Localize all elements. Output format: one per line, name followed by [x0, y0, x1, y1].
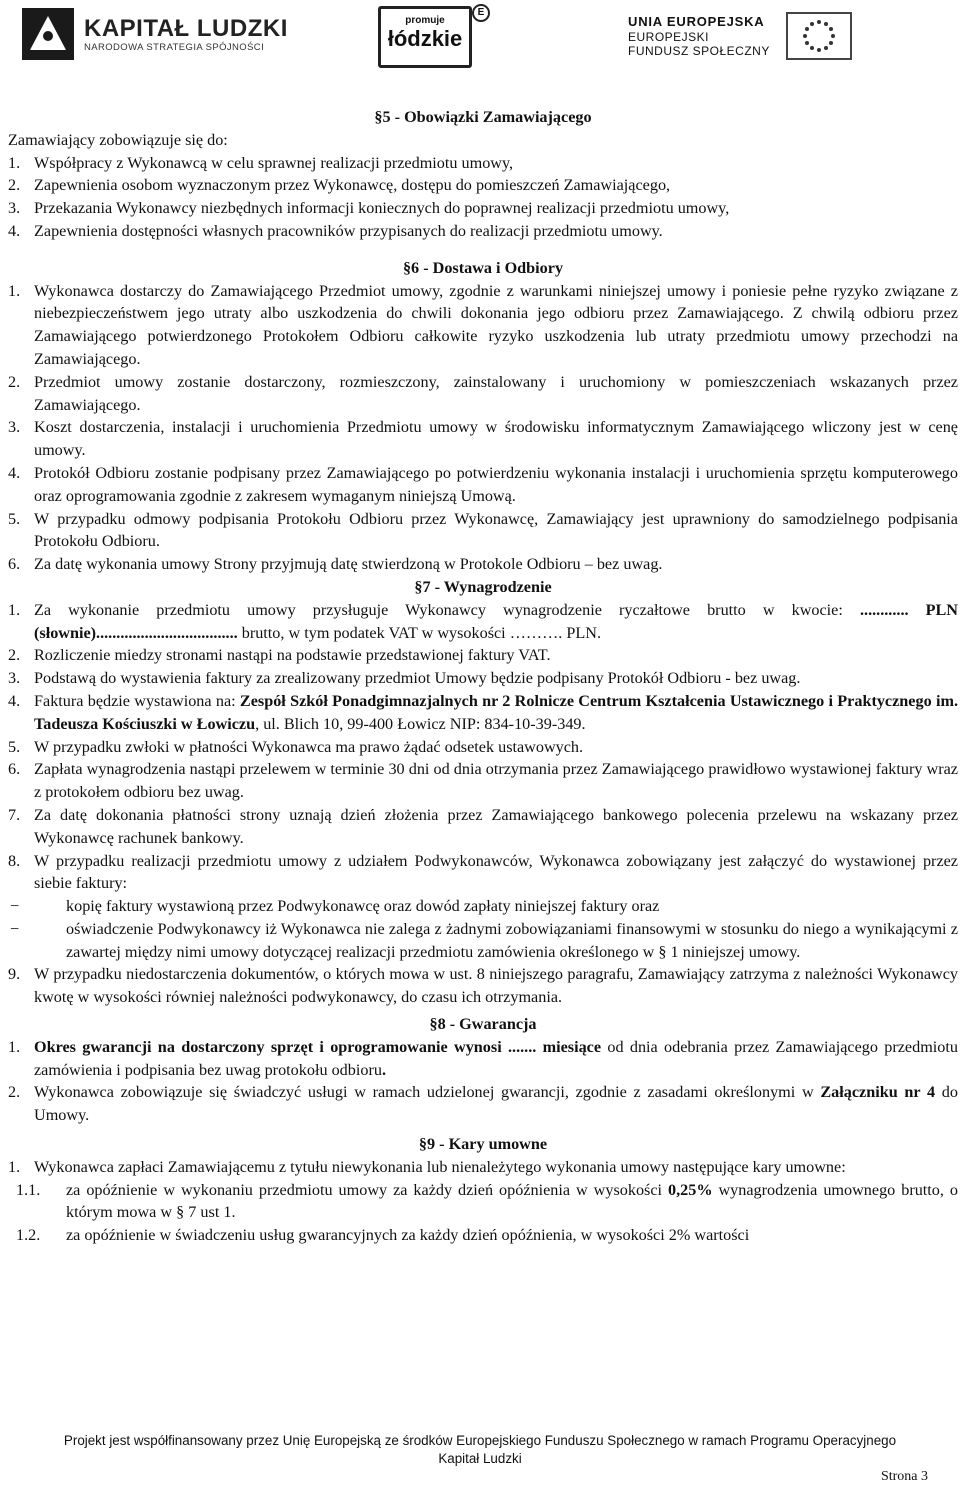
- list-item: 3. Przekazania Wykonawcy niezbędnych informacji koniecznych do poprawnej realizacji przedmiotu umowy,: [8, 199, 730, 218]
- dash-item: − kopię faktury wystawioną przez Podwykonawcę oraz dowód zapłaty niniejszej faktury oraz: [10, 897, 660, 916]
- list-item: 1. Wykonawca dostarczy do Zamawiającego Przedmiot umowy, zgodnie z warunkami niniejszej umowy i poniesie pełne ryzyko związane z niebezpieczeństwem jego utraty albo uszkodzenia do chwili dokonania jego odbioru przez Zamawiającego. Z chwilą odbioru przez Zamawiającego potwierdzonego Protokołem Odbioru całkowite ryzyko uszkodzenia lub utraty przedmiotu umowy przechodzi na Zamawiającego.: [8, 281, 958, 368]
- eu-line3: FUNDUSZ SPOŁECZNY: [628, 44, 770, 58]
- section-heading-5: §5 - Obowiązki Zamawiającego: [374, 108, 592, 126]
- page-number: Strona 3: [880, 1469, 928, 1484]
- sub-list-item: 1.1. za opóźnienie w wykonaniu przedmiotu umowy za każdy dzień opóźnienia w wysokości 0,25% wynagrodzenia umownego brutto, o którym mowa w § 7 ust 1.: [16, 1180, 958, 1222]
- invoice-recipient: Zespół Szkół Ponadgimnazjalnych nr 2 Rolnicze Centrum Kształcenia Ustawicznego i Praktycznego im. Tadeusza Kościuszki w Łowiczu: [34, 691, 958, 733]
- list-item: 2. Wykonawca zobowiązuje się świadczyć usługi w ramach udzielonej gwarancji, zgodnie z zasadami określonymi w Załączniku nr 4 do Umowy.: [8, 1083, 958, 1125]
- list-item: 4. Faktura będzie wystawiona na: Zespół Szkół Ponadgimnazjalnych nr 2 Rolnicze Centrum Kształcenia Ustawicznego i Praktycznego im. Tadeusza Kościuszki w Łowiczu, ul. Blich 10, 99-400 Łowicz NIP: 834-10-39-349.: [8, 691, 958, 733]
- header-logos: [0, 0, 960, 80]
- eu-logo: [628, 12, 852, 60]
- list-item: 2. Przedmiot umowy zostanie dostarczony, rozmieszczony, zainstalowany i uruchomiony w pomieszczeniach wskazanych przez Zamawiającego.: [8, 372, 958, 414]
- kapital-ludzki-emblem-icon: [20, 6, 76, 62]
- promuje-text: promuje: [405, 15, 445, 26]
- promuje-lodzkie-logo: [378, 6, 472, 68]
- eu-line1: UNIA EUROPEJSKA: [628, 14, 765, 29]
- dash-item: − oświadczenie Podwykonawcy iż Wykonawca nie zalega z żadnymi zobowiązaniami finansowymi w stosunku do niego a wynikającymi z zawartej między nimi umowy dotyczącej realizacji przedmiotu zamówienia określonego w § 1 niniejszej umowy.: [10, 919, 958, 961]
- section-heading-6: §6 - Dostawa i Odbiory: [402, 258, 564, 277]
- list-item: 1. Wykonawca zapłaci Zamawiającemu z tytułu niewykonania lub nienależytego wykonania umowy następujące kary umowne:: [8, 1157, 846, 1176]
- s5-intro: Zamawiający zobowiązuje się do:: [8, 130, 228, 149]
- list-item: 6. Zapłata wynagrodzenia nastąpi przelewem w terminie 30 dni od dnia otrzymania przez Zamawiającego prawidłowo wystawionej faktury wraz z protokołem odbioru bez uwag.: [8, 760, 958, 802]
- list-item: 5. W przypadku odmowy podpisania Protokołu Odbioru przez Wykonawcę, Zamawiający jest uprawniony do samodzielnego podpisania Protokołu Odbioru.: [8, 509, 958, 551]
- list-item: 5. W przypadku zwłoki w płatności Wykonawca ma prawo żądać odsetek ustawowych.: [8, 737, 584, 756]
- list-item: 1. Okres gwarancji na dostarczony sprzęt i oprogramowanie wynosi ....... miesiące od dnia odebrania przez Zamawiającego przedmiotu zamówienia i podpisania bez uwag protokołu odbioru.: [8, 1037, 958, 1079]
- section-heading-7: §7 - Wynagrodzenie: [414, 577, 552, 596]
- list-item: 9. W przypadku niedostarczenia dokumentów, o których mowa w ust. 8 niniejszego paragrafu, Zamawiający zatrzyma z należności Wykonawcy kwotę w wysokości równiej należności podwykonawcy, do czasu ich otrzymania.: [8, 965, 958, 1007]
- list-item: 1. Za wykonanie przedmiotu umowy przysługuje Wykonawcy wynagrodzenie ryczałtowe brutto w kwocie: ............ PLN (słownie)................................... brutto, w tym podatek VAT w wysokości ………. PLN.: [8, 600, 958, 642]
- document-body: [8, 106, 958, 1247]
- kapital-ludzki-logo: [20, 6, 288, 62]
- kl-subtitle: NARODOWA STRATEGIA SPÓJNOŚCI: [84, 41, 265, 53]
- list-item: 8. W przypadku realizacji przedmiotu umowy z udziałem Podwykonawców, Wykonawca zobowiązany jest załączyć do wystawionej przez siebie faktury:: [8, 851, 958, 893]
- footer-line1: Projekt jest współfinansowany przez Unię Europejską ze środków Europejskiego Funduszu Społecznego w ramach Programu Operacyjnego: [63, 1433, 897, 1448]
- list-item: 2. Zapewnienia osobom wyznaczonym przez Wykonawcę, dostępu do pomieszczeń Zamawiającego,: [8, 176, 671, 195]
- kl-title: KAPITAŁ LUDZKI: [84, 14, 288, 42]
- eu-flag-icon: [786, 12, 852, 60]
- list-item: 3. Koszt dostarczenia, instalacji i uruchomienia Przedmiotu umowy w środowisku informatycznym Zamawiającego wliczony jest w cenę umowy.: [8, 418, 958, 460]
- eu-line2: EUROPEJSKI: [628, 30, 710, 44]
- amount-placeholder: ............ PLN (słownie)...................................: [34, 600, 958, 642]
- footer-line2: Kapitał Ludzki: [438, 1451, 522, 1466]
- section-heading-9: §9 - Kary umowne: [418, 1135, 548, 1154]
- list-item: 4. Zapewnienia dostępności własnych pracowników przypisanych do realizacji przedmiotu umowy.: [8, 221, 663, 240]
- list-item: 6. Za datę wykonania umowy Strony przyjmują datę stwierdzoną w Protokole Odbioru – bez uwag.: [8, 555, 663, 574]
- list-item: 4. Protokół Odbioru zostanie podpisany przez Zamawiającego po potwierdzeniu wykonania instalacji i uruchomienia sprzętu komputerowego oraz oprogramowania zgodnie z zakresem wymaganym niniejszą Umową.: [8, 463, 958, 505]
- section-heading-8: §8 - Gwarancja: [429, 1015, 537, 1034]
- lodzkie-text: łódzkie: [387, 26, 463, 51]
- footer: [0, 1432, 960, 1468]
- list-item: 3. Podstawą do wystawienia faktury za zrealizowany przedmiot Umowy będzie podpisany Protokół Odbioru - bez uwag.: [8, 669, 801, 688]
- list-item: 2. Rozliczenie miedzy stronami nastąpi na podstawie przedstawionej faktury VAT.: [8, 646, 551, 665]
- list-item: 1. Współpracy z Wykonawcą w celu sprawnej realizacji przedmiotu umowy,: [8, 153, 514, 172]
- sub-list-item: 1.2. za opóźnienie w świadczeniu usług gwarancyjnych za każdy dzień opóźnienia, w wysokości 2% wartości: [16, 1226, 750, 1245]
- list-item: 7. Za datę dokonania płatności strony uznają dzień złożenia przez Zamawiającego bankowego polecenia przelewu na wskazany przez Wykonawcę rachunek bankowy.: [8, 805, 958, 847]
- registered-mark-icon: E: [472, 4, 490, 22]
